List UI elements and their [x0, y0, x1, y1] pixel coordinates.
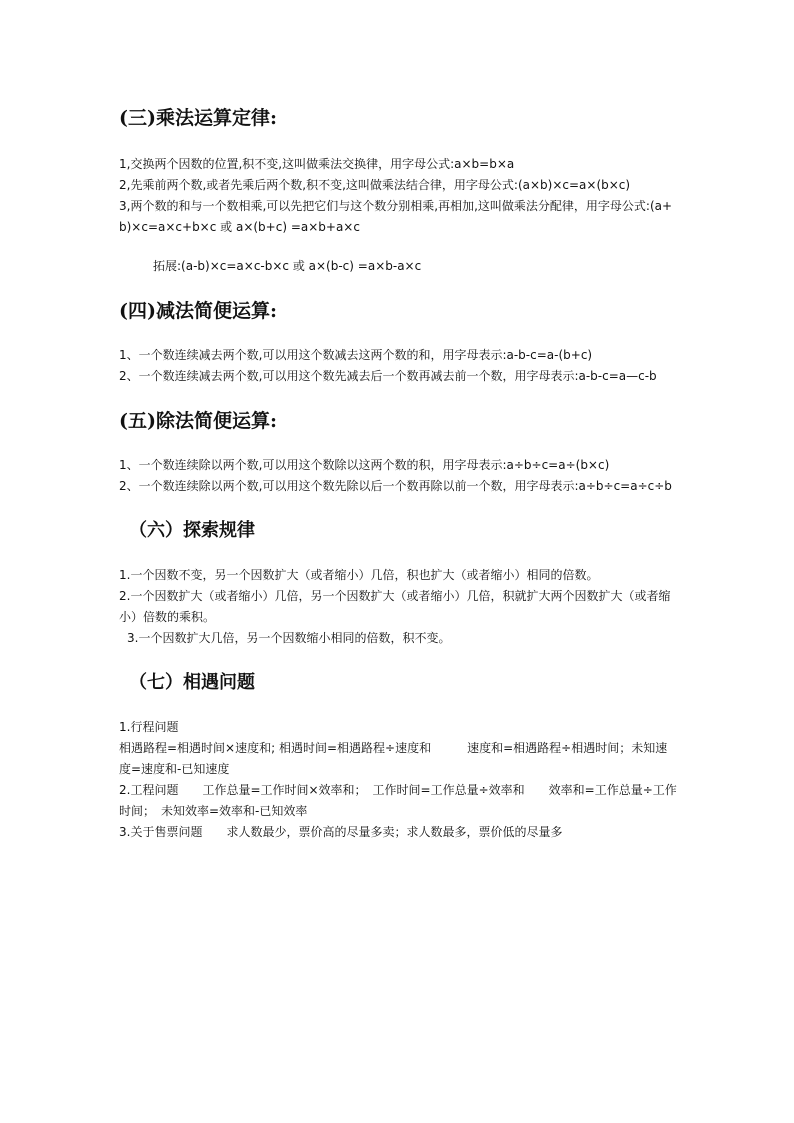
section-3-heading: (三)乘法运算定律:: [119, 107, 277, 129]
section-3-line-2: 2,先乘前两个数,或者先乘后两个数,积不变,这叫做乘法结合律，用字母公式:(a×b)×c=a×(b×c): [119, 178, 631, 192]
section-3-line-1: 1,交换两个因数的位置,积不变,这叫做乘法交换律，用字母公式:a×b=b×a: [119, 157, 515, 171]
section-3-extension: 拓展:(a-b)×c=a×c-b×c 或 a×(b-c) =a×b-a×c: [153, 259, 422, 273]
section-7-heading: （七）相遇问题: [129, 672, 255, 693]
section-4-line-1: 1、一个数连续减去两个数,可以用这个数减去这两个数的和，用字母表示:a-b-c=a-(b+c): [119, 348, 593, 362]
section-6-heading: （六）探索规律: [129, 520, 255, 541]
section-4-heading: (四)减法简便运算:: [119, 300, 277, 322]
section-7-item-1-body: 相遇路程=相遇时间×速度和; 相遇时间=相遇路程÷速度和 速度和=相遇路程÷相遇时间；未知速度=速度和-已知速度: [119, 741, 668, 776]
section-5-line-2: 2、一个数连续除以两个数,可以用这个数先除以后一个数再除以前一个数，用字母表示:a÷b÷c=a÷c÷b: [119, 479, 672, 493]
section-5-heading: (五)除法简便运算:: [119, 410, 277, 432]
section-4-line-2: 2、一个数连续减去两个数,可以用这个数先减去后一个数再减去前一个数，用字母表示:a-b-c=a—c-b: [119, 369, 657, 383]
section-6-line-1: 1.一个因数不变，另一个因数扩大（或者缩小）几倍，积也扩大（或者缩小）相同的倍数。: [119, 568, 599, 582]
section-7-item-3: 3.关于售票问题 求人数最少，票价高的尽量多卖；求人数最多，票价低的尽量多: [119, 825, 563, 839]
section-3-line-3: 3,两个数的和与一个数相乘,可以先把它们与这个数分别相乘,再相加,这叫做乘法分配律，用字母公式:(a+b)×c=a×c+b×c 或 a×(b+c) =a×b+a×c: [119, 199, 673, 234]
section-6-line-3: 3.一个因数扩大几倍，另一个因数缩小相同的倍数，积不变。: [127, 631, 451, 645]
document-content: [119, 104, 679, 843]
section-6-line-2: 2.一个因数扩大（或者缩小）几倍，另一个因数扩大（或者缩小）几倍，积就扩大两个因数扩大（或者缩小）倍数的乘积。: [119, 589, 671, 624]
section-5-line-1: 1、一个数连续除以两个数,可以用这个数除以这两个数的积，用字母表示:a÷b÷c=a÷(b×c): [119, 458, 610, 472]
section-7-item-2: 2.工程问题 工作总量=工作时间×效率和； 工作时间=工作总量÷效率和 效率和=工作总量÷工作时间； 未知效率=效率和-已知效率: [119, 783, 677, 818]
section-7-item-1-title: 1.行程问题: [119, 720, 179, 734]
